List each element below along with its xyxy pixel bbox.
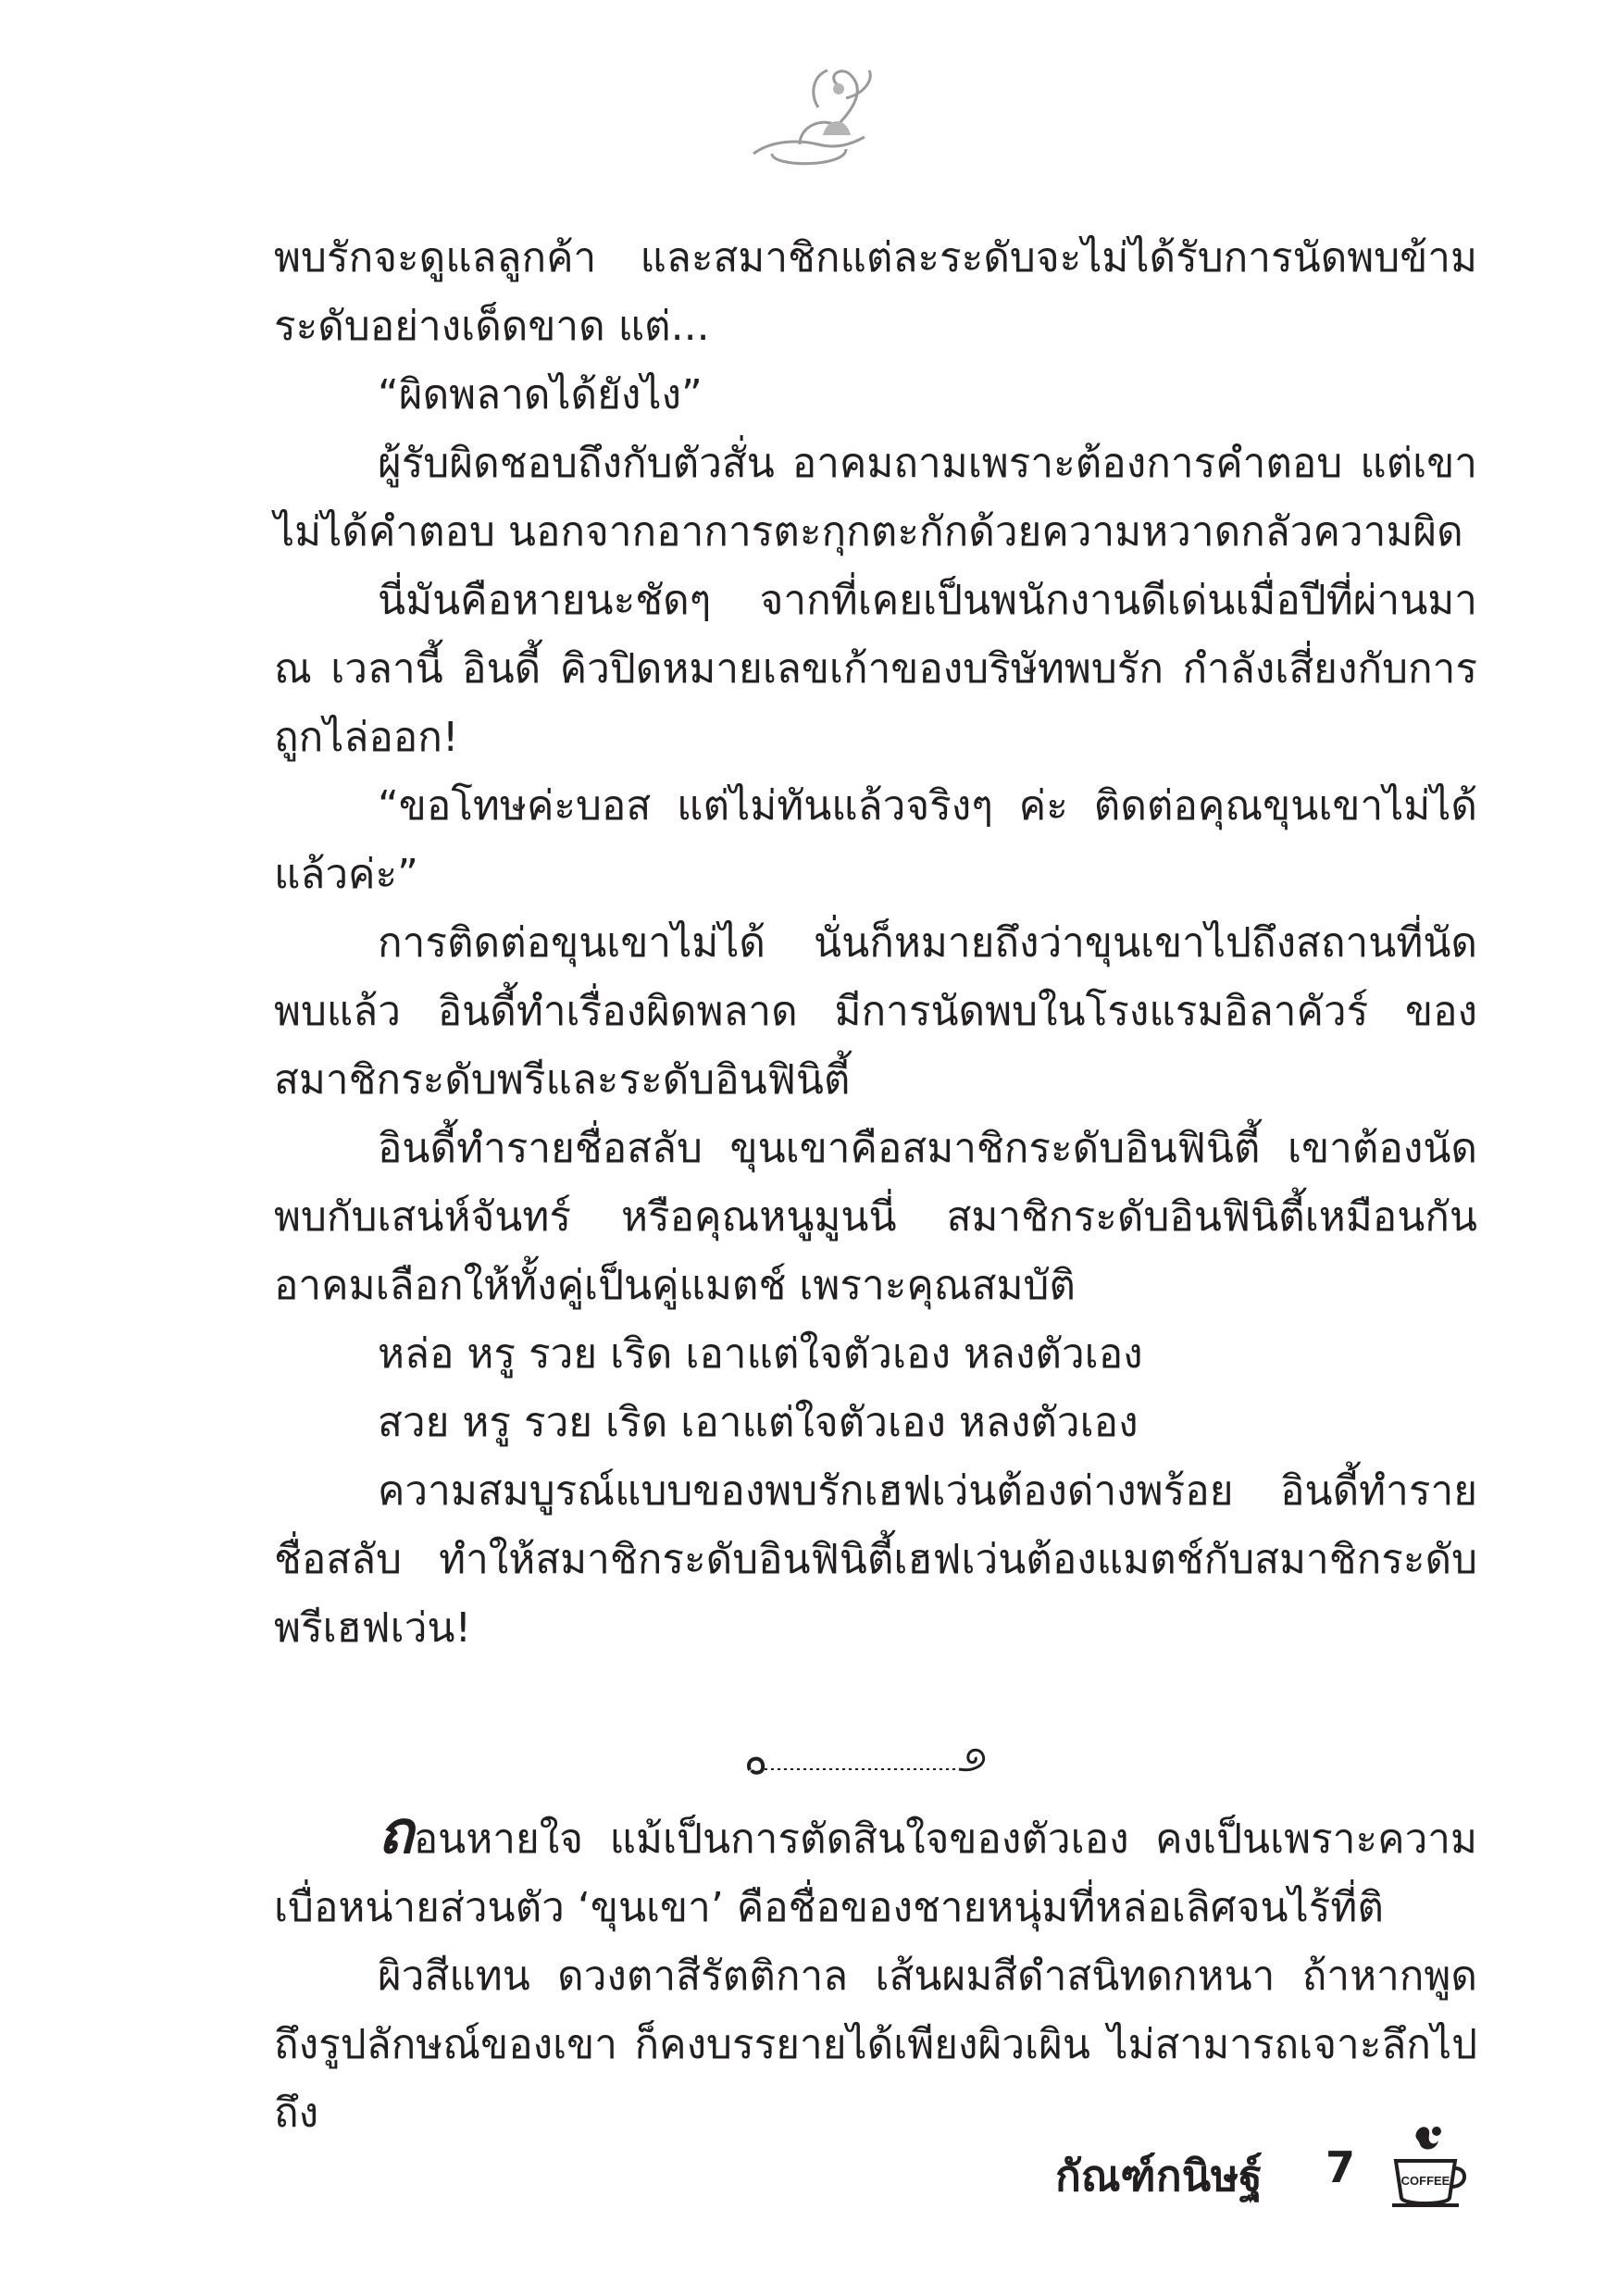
paragraph-3: ผู้รับผิดชอบถึงกับตัวสั่น อาคมถามเพราะต้องการคำตอบ แต่เขาไม่ได้คำตอบ นอกจากอาการตะกุกตะกักด้วยความหวาดกลัวความผิด [274,440,1477,555]
paragraph-2: “ผิดพลาดได้ยังไง” [378,371,703,418]
swirl-divider-icon [731,1737,1009,1792]
paragraph-9: สวย หรู รวย เริด เอาแต่ใจตัวเอง หลงตัวเอง [378,1399,1139,1446]
paragraph-12: ผิวสีแทน ดวงตาสีรัตติกาล เส้นผมสีดำสนิทดกหนา ถ้าหากพูดถึงรูปลักษณ์ของเขา ก็คงบรรยายได้เพียงผิวเผิน ไม่สามารถเจาะลึกไปถึง [274,1953,1477,2137]
teapot-ornament-icon [735,52,883,181]
author-name: กัณฑ์กนิษฐ์ [1055,2151,1263,2201]
paragraph-dropcap-rest: อนหายใจ แม้เป็นการตัดสินใจของตัวเอง คงเป็นเพราะความเบื่อหน่ายส่วนตัว ‘ขุนเขา’ คือชื่อของชายหนุ่มที่หล่อเลิศจนไร้ที่ติ [274,1816,1477,1931]
main-text-section-1 [274,224,1477,1663]
coffee-label: COFFEE [1400,2174,1450,2188]
paragraph-8: หล่อ หรู รวย เริด เอาแต่ใจตัวเอง หลงตัวเอง [378,1330,1143,1378]
paragraph-4: นี่มันคือหายนะชัดๆ จากที่เคยเป็นพนักงานดีเด่นเมื่อปีที่ผ่านมา ณ เวลานี้ อินดี้ คิวปิดหมายเลขเก้าของบริษัทพบรัก กำลังเสี่ยงกับการถูกไล่ออก! [274,577,1477,761]
paragraph-1: พบรักจะดูแลลูกค้า และสมาชิกแต่ละระดับจะไม่ได้รับการนัดพบข้ามระดับอย่างเด็ดขาด แต่... [274,234,1477,350]
paragraph-7: อินดี้ทำรายชื่อสลับ ขุนเขาคือสมาชิกระดับอินฟินิตี้ เขาต้องนัดพบกับเสน่ห์จันทร์ หรือคุณหนูมูนนี่ สมาชิกระดับอินฟินิตี้เหมือนกัน อาคมเลือกให้ทั้งคู่เป็นคู่แมตช์ เพราะคุณสมบัติ [274,1125,1477,1309]
paragraph-10: ความสมบูรณ์แบบของพบรักเฮฟเว่นต้องด่างพร้อย อินดี้ทำรายชื่อสลับ ทำให้สมาชิกระดับอินฟินิตี้เฮฟเว่นต้องแมตช์กับสมาชิกระดับพรีเฮฟเว่น! [274,1467,1477,1652]
page-number: 7 [1326,2142,1356,2192]
coffee-cup-icon [1379,2120,1472,2213]
paragraph-dropcap [274,1799,1477,1942]
dropcap-letter: ถ [378,1799,414,1867]
paragraph-5: “ขอโทษค่ะบอส แต่ไม่ทันแล้วจริงๆ ค่ะ ติดต่อคุณขุนเขาไม่ได้แล้วค่ะ” [274,782,1477,898]
page-footer [1055,2120,1462,2222]
main-text-section-2 [274,1799,1477,2148]
paragraph-6: การติดต่อขุนเขาไม่ได้ นั่นก็หมายถึงว่าขุนเขาไปถึงสถานที่นัดพบแล้ว อินดี้ทำเรื่องผิดพลาด มีการนัดพบในโรงแรมอิลาคัวร์ ของสมาชิกระดับพรีและระดับอินฟินิตี้ [274,919,1477,1104]
